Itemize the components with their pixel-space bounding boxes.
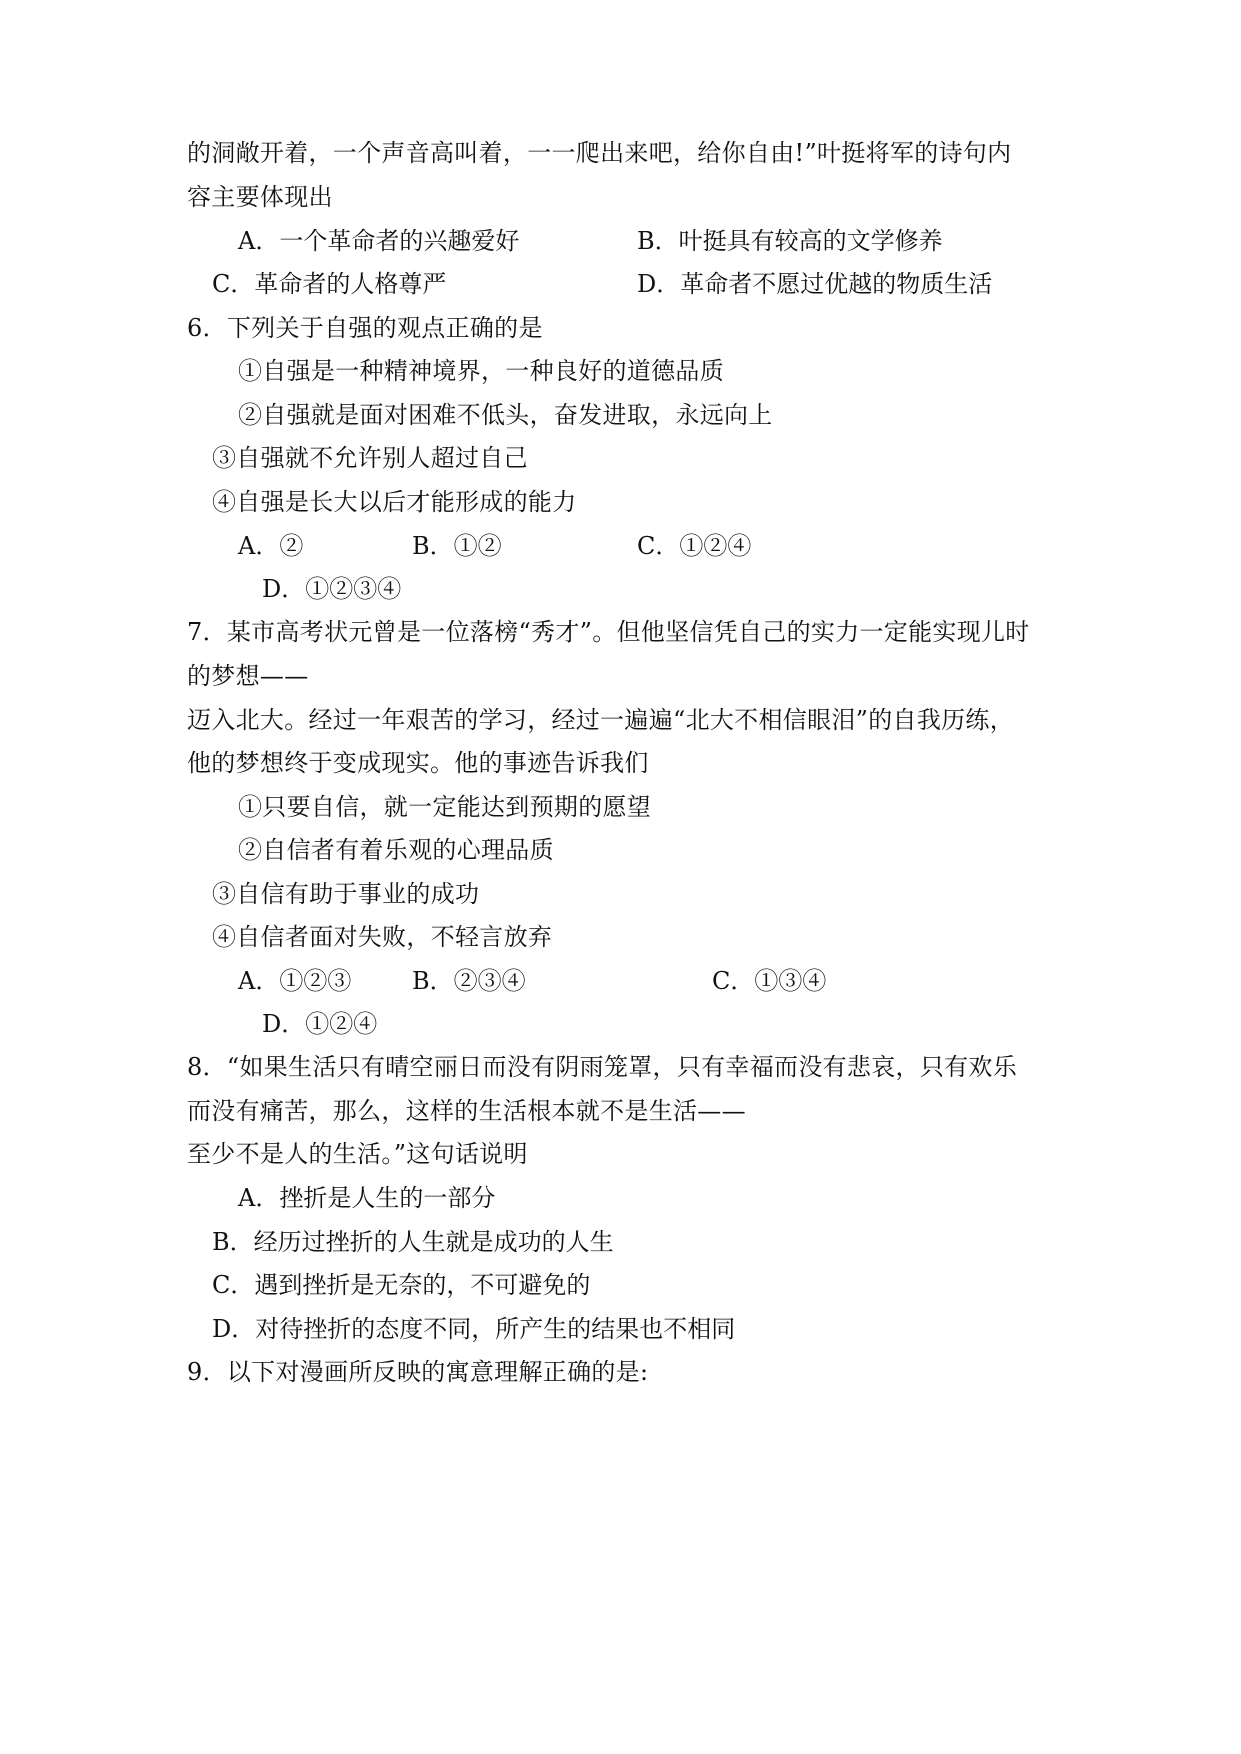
q7-statement-2: ②自信者有着乐观的心理品质 — [238, 836, 554, 864]
q7-statement-3: ③自信有助于事业的成功 — [212, 880, 480, 908]
q6-option-b: B．①② — [412, 532, 502, 560]
q8-option-c: C．遇到挫折是无奈的，不可避免的 — [212, 1271, 591, 1299]
q7-statement-1: ①只要自信，就一定能达到预期的愿望 — [238, 793, 652, 821]
q5-option-c: C．革命者的人格尊严 — [212, 270, 447, 298]
q7-option-b: B．②③④ — [412, 967, 526, 995]
q7-option-c: C．①③④ — [712, 967, 827, 995]
q6-stem: 6．下列关于自强的观点正确的是 — [187, 314, 543, 342]
q5-option-b: B．叶挺具有较高的文学修养 — [637, 227, 943, 255]
q5-option-d: D．革命者不愿过优越的物质生活 — [637, 270, 993, 298]
q6-option-c: C．①②④ — [637, 532, 752, 560]
q7-statement-4: ④自信者面对失败，不轻言放弃 — [212, 923, 553, 951]
q5-stem-line-2: 容主要体现出 — [187, 183, 333, 211]
q8-stem-line-2: 而没有痛苦，那么，这样的生活根本就不是生活—— — [187, 1097, 746, 1125]
q6-statement-2: ②自强就是面对困难不低头，奋发进取，永远向上 — [238, 401, 773, 429]
q8-stem-line-1: 8．“如果生活只有晴空丽日而没有阴雨笼罩，只有幸福而没有悲哀，只有欢乐 — [187, 1053, 1018, 1081]
q6-option-a: A．② — [238, 532, 304, 560]
q8-option-b: B．经历过挫折的人生就是成功的人生 — [212, 1228, 614, 1256]
q6-statement-4: ④自强是长大以后才能形成的能力 — [212, 488, 577, 516]
q8-option-d: D．对待挫折的态度不同，所产生的结果也不相同 — [212, 1315, 736, 1343]
q8-stem-line-3: 至少不是人的生活。”这句话说明 — [187, 1140, 528, 1168]
q6-option-d: D．①②③④ — [262, 575, 402, 603]
q7-option-a: A．①②③ — [238, 967, 352, 995]
q7-option-d: D．①②④ — [262, 1010, 378, 1038]
q7-stem-line-3: 迈入北大。经过一年艰苦的学习，经过一遍遍“北大不相信眼泪”的自我历练， — [187, 706, 1015, 734]
q5-option-a: A．一个革命者的兴趣爱好 — [238, 227, 520, 255]
q7-stem-line-2: 的梦想—— — [187, 662, 309, 690]
q5-stem-line-1: 的洞敞开着，一个声音高叫着，一一爬出来吧，给你自由!”叶挺将军的诗句内 — [187, 139, 1012, 167]
q9-stem: 9．以下对漫画所反映的寓意理解正确的是: — [187, 1358, 649, 1386]
q7-stem-line-4: 他的梦想终于变成现实。他的事迹告诉我们 — [187, 749, 649, 777]
q8-option-a: A．挫折是人生的一部分 — [238, 1184, 496, 1212]
q6-statement-1: ①自强是一种精神境界，一种良好的道德品质 — [238, 357, 724, 385]
q6-statement-3: ③自强就不允许别人超过自己 — [212, 444, 528, 472]
q7-stem-line-1: 7．某市高考状元曾是一位落榜“秀才”。但他坚信凭自己的实力一定能实现儿时 — [187, 618, 1030, 646]
